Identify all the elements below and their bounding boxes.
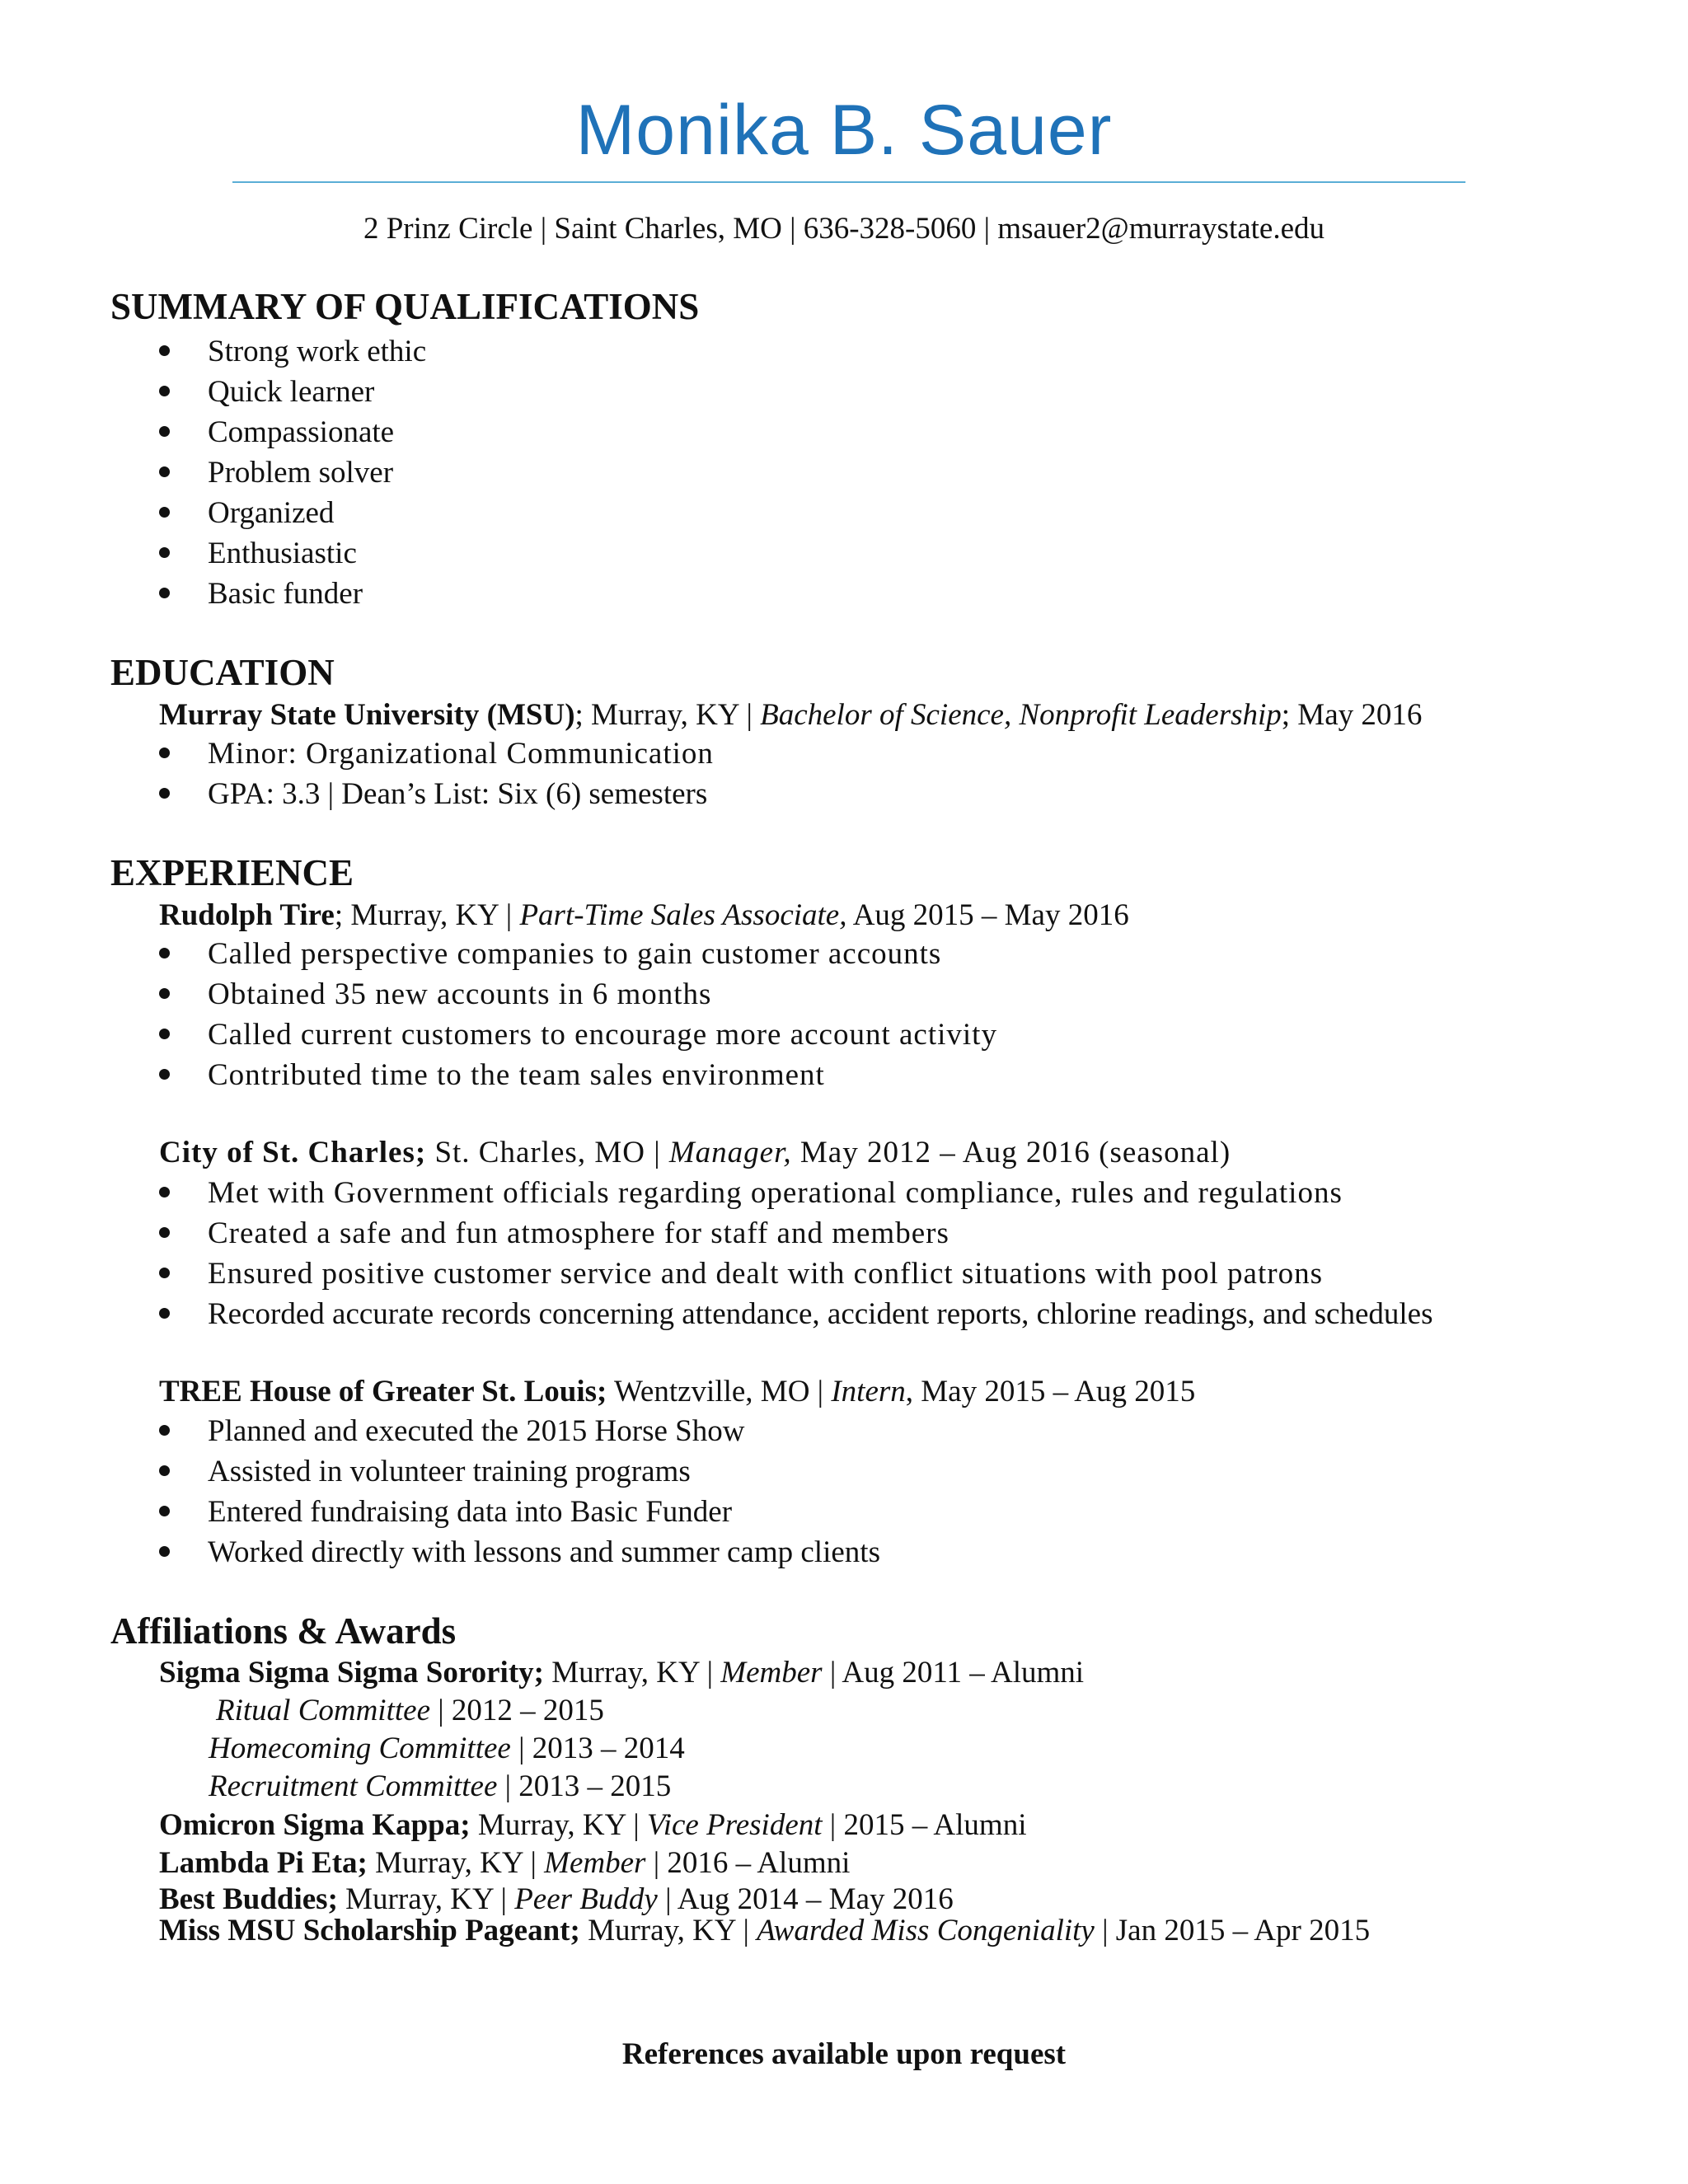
- section-title-affiliations: Affiliations & Awards: [110, 1610, 457, 1652]
- section-title-education: EDUCATION: [110, 652, 335, 693]
- references-note: References available upon request: [621, 2037, 1067, 2071]
- job-heading: TREE House of Greater St. Louis; Wentzville, MO | Intern, May 2015 – Aug 2015: [159, 1375, 1196, 1408]
- section-title-summary: SUMMARY OF QUALIFICATIONS: [110, 286, 700, 327]
- header-divider: [232, 181, 1465, 183]
- affiliation-entry: Best Buddies; Murray, KY | Peer Buddy | Aug 2014 – May 2016: [159, 1882, 954, 1916]
- section-title-experience: EXPERIENCE: [110, 852, 354, 893]
- resume-page: Monika B. Sauer 2 Prinz Circle | Saint Charles, MO | 636-328-5060 | msauer2@murraystate.edu SUMMARY OF QUALIFICATIONS Strong work ethic Quick learner Compassionate Problem solver Organized Enthusiastic Basic funder EDUCATION Murray State University (MSU); Murray, KY | Bachelor of Science, Nonprofit Leadership; May 2016 Minor: Organizational Communication GPA: 3.3 | Dean’s List: Six (6) semesters EXPERIENCE Rudolph Tire; Murray, KY | Part-Time Sales Associate, Aug 2015 – May 2016 Called perspective companies to gain customer accounts Obtained 35 new accounts in 6 months Called current customers to encourage more account activity Contributed time to the team sales environment City of St. Charles; St. Charles, MO | Manager, May 2012 – Aug 2016 (seasonal) Met with Government officials regarding operational compliance, rules and regulations Created a safe and fun atmosphere for staff and members Ensured positive customer service and dealt with conflict situations with pool patrons Recorded accurate records concerning attendance, accident reports, chlorine readings, and schedules TREE House of Greater St. Louis; Wentzville, MO | Intern, May 2015 – Aug 2015 Planned and executed the 2015 Horse Show Assisted in volunteer training programs Entered fundraising data into Basic Funder Worked directly with lessons and summer camp clients Affiliations & Awards Sigma Sigma Sigma Sorority; Murray, KY | Member | Aug 2011 – Alumni Ritual Committee | 2012 – 2015 Homecoming Committee | 2013 – 2014 Recruitment Committee | 2013 – 2015 Omicron Sigma Kappa; Murray, KY | Vice President | 2015 – Alumni Lambda Pi Eta; Murray, KY | Member | 2016 – Alumni Best Buddies; Murray, KY | Peer Buddy | Aug 2014 – May 2016 Miss MSU Scholarship Pageant; Murray, KY | Awarded Miss Congeniality | Jan 2015 – Apr 2015 References available upon request: [0, 0, 1688, 2184]
- committee-entry: Homecoming Committee | 2013 – 2014: [209, 1732, 685, 1765]
- committee-entry: Ritual Committee | 2012 – 2015: [216, 1694, 604, 1727]
- job-heading: City of St. Charles; St. Charles, MO | Manager, May 2012 – Aug 2016 (seasonal): [159, 1136, 1231, 1169]
- job-heading: Rudolph Tire; Murray, KY | Part-Time Sales Associate, Aug 2015 – May 2016: [159, 898, 1129, 932]
- contact-line: 2 Prinz Circle | Saint Charles, MO | 636-328-5060 | msauer2@murraystate.edu: [363, 212, 1325, 246]
- affiliation-entry: Miss MSU Scholarship Pageant; Murray, KY | Awarded Miss Congeniality | Jan 2015 – Apr 2015: [159, 1914, 1371, 1947]
- committee-entry: Recruitment Committee | 2013 – 2015: [209, 1769, 672, 1803]
- education-entry: Murray State University (MSU); Murray, KY | Bachelor of Science, Nonprofit Leadership; May 2016: [159, 698, 1423, 732]
- affiliation-entry: Lambda Pi Eta; Murray, KY | Member | 2016 – Alumni: [159, 1846, 851, 1880]
- affiliation-entry: Omicron Sigma Kappa; Murray, KY | Vice President | 2015 – Alumni: [159, 1808, 1027, 1842]
- resume-name: Monika B. Sauer: [575, 91, 1113, 170]
- affiliation-entry: Sigma Sigma Sigma Sorority; Murray, KY | Member | Aug 2011 – Alumni: [159, 1656, 1085, 1690]
